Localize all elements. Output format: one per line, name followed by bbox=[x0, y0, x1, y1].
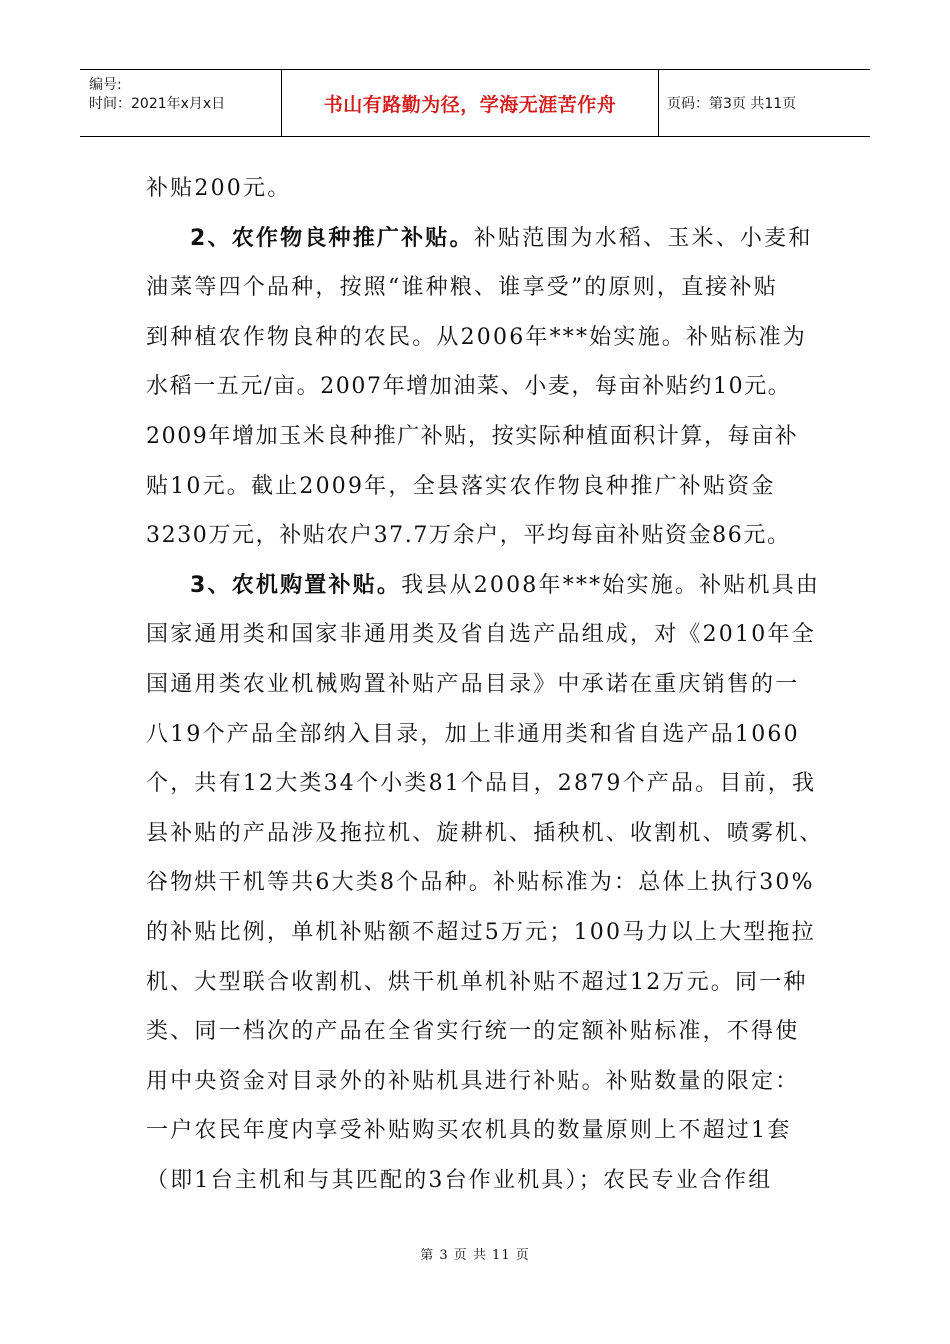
body-line bbox=[146, 511, 826, 561]
body-line bbox=[146, 263, 826, 313]
page-header bbox=[80, 69, 870, 137]
body-line bbox=[146, 908, 826, 958]
body-line-text: （即1台主机和与其匹配的3台作业机具）；农民专业合作组 bbox=[146, 1167, 773, 1193]
body-line bbox=[146, 362, 826, 412]
body-line-text: 县补贴的产品涉及拖拉机、旋耕机、插秧机、收割机、喷雾机、 bbox=[146, 820, 824, 846]
body-line bbox=[146, 1106, 826, 1156]
body-line bbox=[146, 313, 826, 363]
body-line-text: 的补贴比例，单机补贴额不超过5万元；100马力以上大型拖拉 bbox=[146, 919, 816, 945]
document-time-label: 时间：2021年x月x日 bbox=[89, 96, 226, 112]
body-line-text: 谷物烘干机等共6大类8个品种。补贴标准为：总体上执行30% bbox=[146, 870, 815, 896]
body-line-text: 我县从2008年***始实施。补贴机具由 bbox=[401, 572, 821, 598]
body-line bbox=[146, 1007, 826, 1057]
body-line bbox=[146, 462, 826, 512]
body-line bbox=[146, 958, 826, 1008]
body-line bbox=[146, 412, 826, 462]
body-line bbox=[146, 858, 826, 908]
body-line-text: 油菜等四个品种，按照“谁种粮、谁享受”的原则，直接补贴 bbox=[146, 275, 778, 301]
body-line-text: 到种植农作物良种的农民。从2006年***始实施。补贴标准为 bbox=[146, 324, 807, 350]
header-meta bbox=[80, 70, 282, 136]
body-line bbox=[146, 660, 826, 710]
body-line-text: 类、同一档次的产品在全省实行统一的定额补贴标准，不得使 bbox=[146, 1019, 800, 1045]
body-line-text: 贴10元。截止2009年，全县落实农作物良种推广补贴资金 bbox=[146, 473, 776, 499]
body-line bbox=[146, 1156, 826, 1206]
body-line-text: 水稻一五元/亩。2007年增加油菜、小麦，每亩补贴约10元。 bbox=[146, 374, 792, 400]
document-number-label: 编号: bbox=[89, 77, 122, 93]
body-line-text: 八19个产品全部纳入目录，加上非通用类和省自选产品1060 bbox=[146, 721, 800, 747]
body-line bbox=[146, 809, 826, 859]
body-line-text: 补贴200元。 bbox=[146, 176, 292, 201]
section-2-heading: 2、农作物良种推广补贴。 bbox=[190, 225, 474, 251]
body-line-text: 国通用类农业机械购置补贴产品目录》中承诺在重庆销售的一 bbox=[146, 671, 800, 697]
body-line bbox=[146, 759, 826, 809]
header-page-info: 页码：第3页 共11页 bbox=[667, 96, 797, 112]
document-body bbox=[146, 164, 826, 1205]
body-line-text: 一户农民年度内享受补贴购买农机具的数量原则上不超过1套 bbox=[146, 1118, 792, 1144]
body-line-text: 2009年增加玉米良种推广补贴，按实际种植面积计算，每亩补 bbox=[146, 423, 799, 449]
body-line-text: 用中央资金对目录外的补贴机具进行补贴。补贴数量的限定： bbox=[146, 1068, 800, 1094]
header-motto: 书山有路勤为径，学海无涯苦作舟 bbox=[282, 70, 659, 136]
section-3-heading-line bbox=[146, 561, 826, 611]
body-line-text: 3230万元，补贴农户37.7万余户，平均每亩补贴资金86元。 bbox=[146, 523, 791, 549]
section-3-heading: 3、农机购置补贴。 bbox=[190, 572, 402, 598]
body-line bbox=[146, 610, 826, 660]
body-line-text: 国家通用类和国家非通用类及省自选产品组成，对《2010年全 bbox=[146, 622, 816, 648]
body-line-text: 个，共有12大类34个小类81个品目，2879个产品。目前，我 bbox=[146, 771, 817, 797]
body-line bbox=[146, 710, 826, 760]
body-line-text: 机、大型联合收割机、烘干机单机补贴不超过12万元。同一种 bbox=[146, 969, 808, 995]
body-line-text: 补贴范围为水稻、玉米、小麦和 bbox=[473, 225, 813, 251]
body-line bbox=[146, 164, 826, 214]
body-line bbox=[146, 1057, 826, 1107]
page-footer: 第 3 页 共 11 页 bbox=[420, 1248, 530, 1263]
section-2-heading-line bbox=[146, 214, 826, 264]
